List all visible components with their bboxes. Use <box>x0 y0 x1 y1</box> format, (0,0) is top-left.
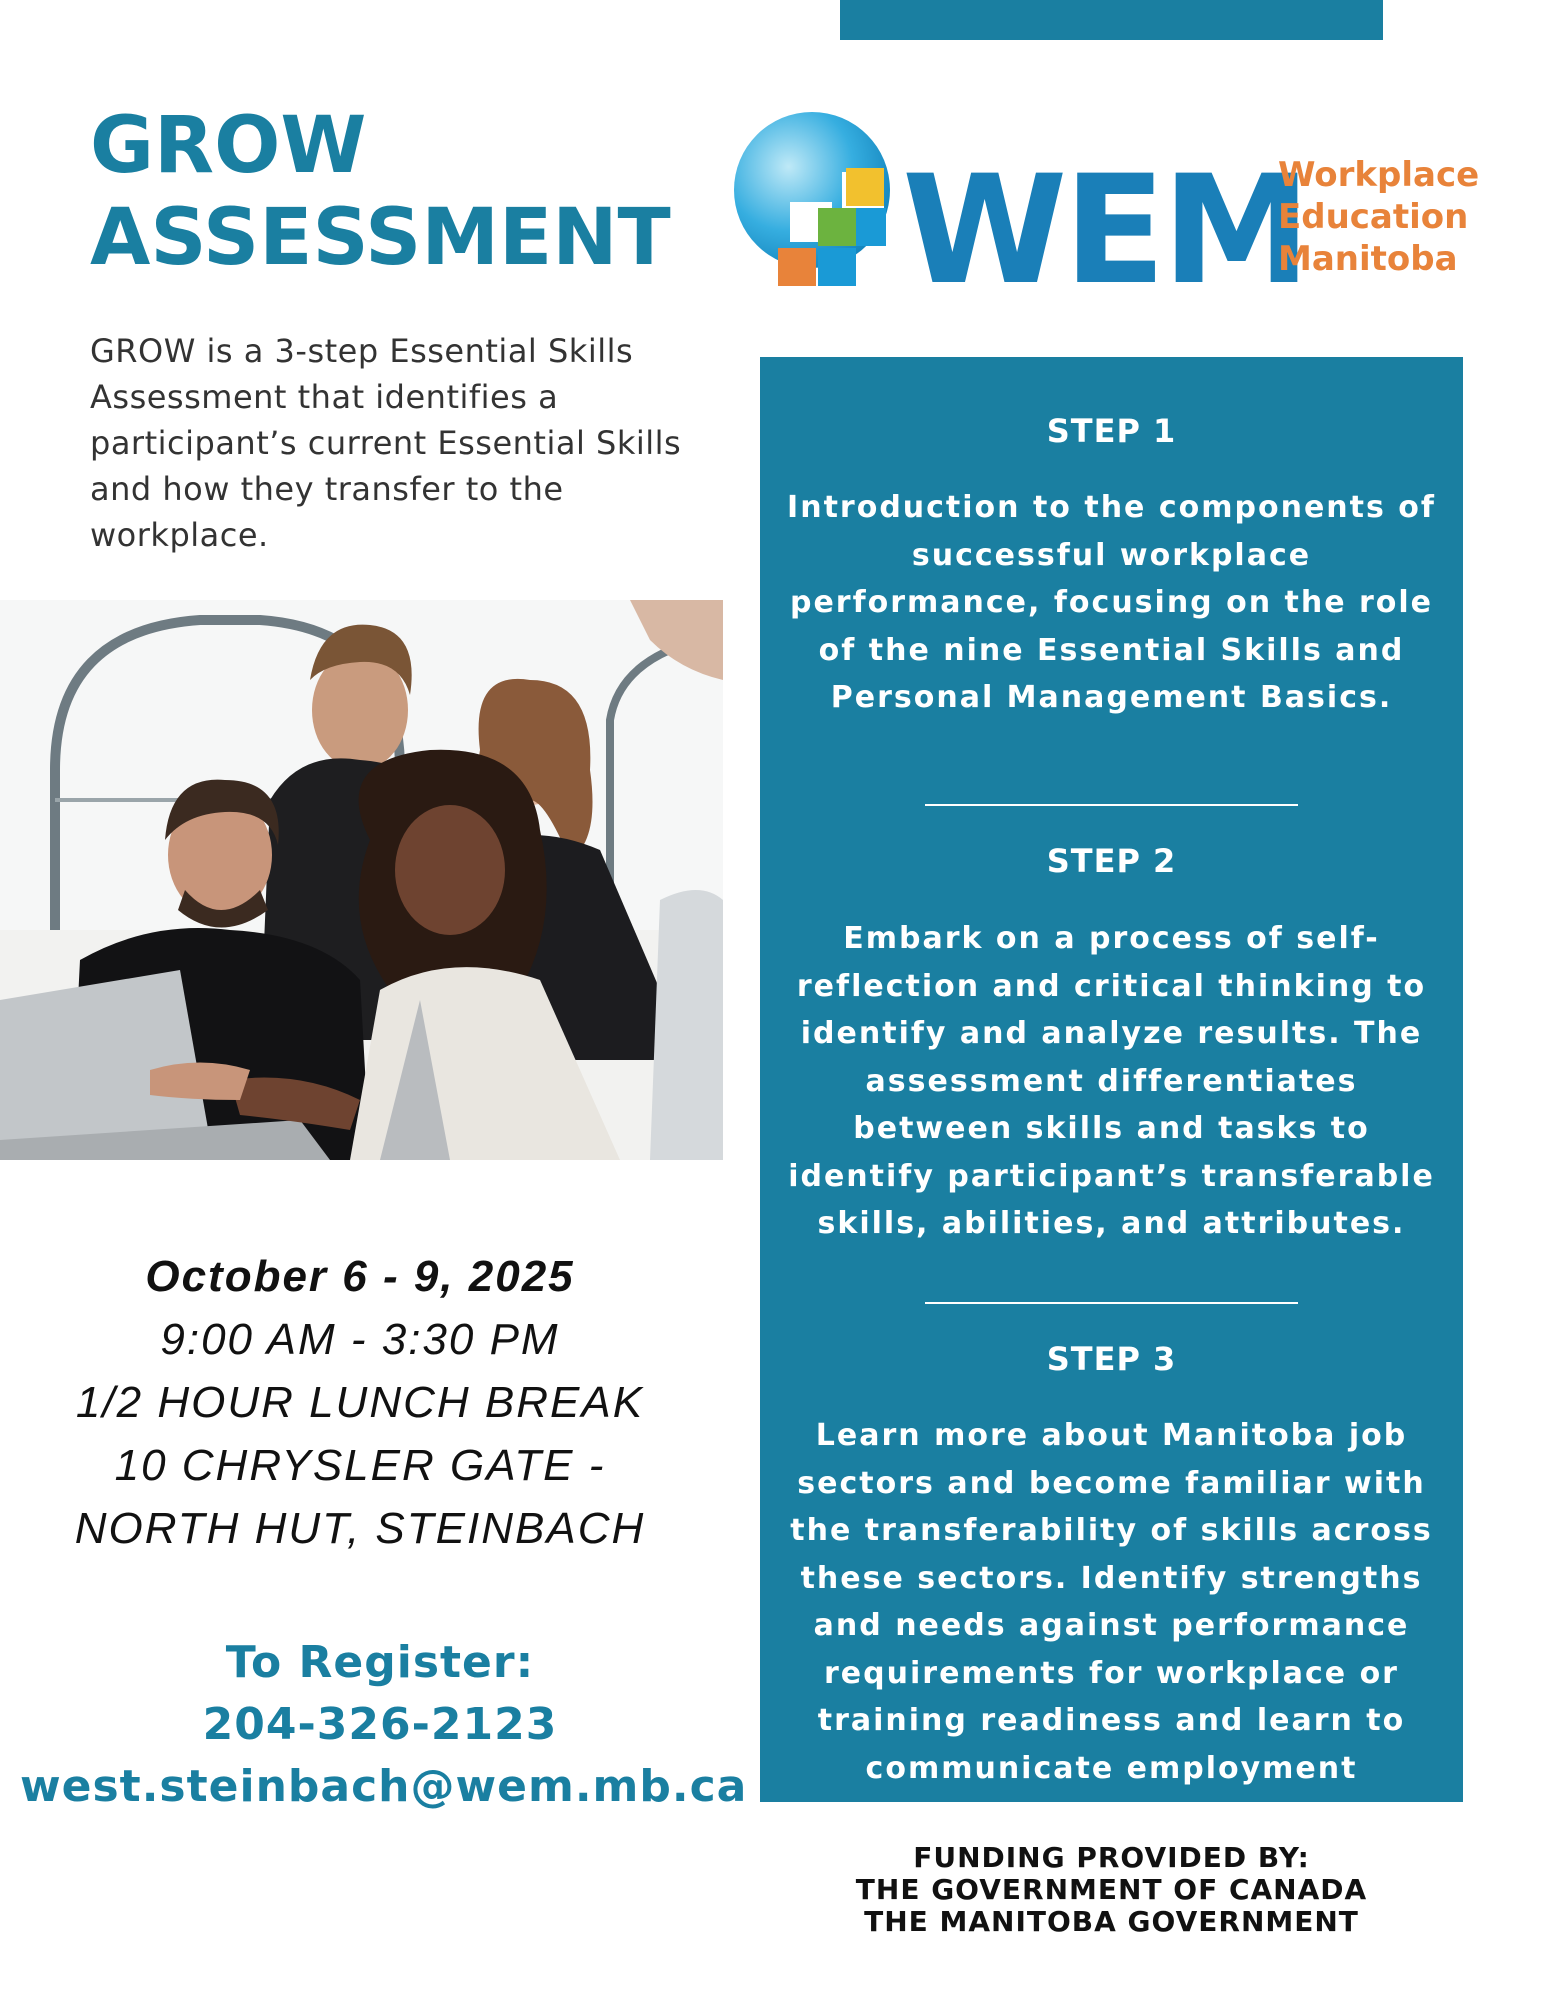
team-photo <box>0 600 723 1160</box>
step-1-title: STEP 1 <box>1046 412 1177 450</box>
logo-acronym: WEM <box>902 144 1308 295</box>
funding-credits <box>760 1842 1463 1938</box>
logo-orange-square <box>778 248 816 286</box>
step-1-text: Introduction to the components of successful workplace performance, focusing on the role of the nine Essential Skills and Personal Management Basics. <box>787 490 1436 715</box>
register-phone[interactable]: 204-326-2123 <box>202 1699 558 1750</box>
logo-blue-square-2 <box>818 248 856 286</box>
event-address-line-2: NORTH HUT, STEINBACH <box>74 1504 646 1553</box>
logo-blue-square <box>856 208 886 246</box>
step-2-title: STEP 2 <box>1046 842 1177 880</box>
step-3-title: STEP 3 <box>1046 1340 1177 1378</box>
intro-paragraph: GROW is a 3-step Essential Skills Assessment that identifies a participant’s current Essential Skills and how they transfer to the workplace. <box>90 332 682 554</box>
top-accent-bar <box>840 0 1383 40</box>
step-divider-1 <box>925 804 1298 806</box>
team-photo-illustration <box>0 600 723 1160</box>
event-lunch: 1/2 HOUR LUNCH BREAK <box>75 1378 645 1427</box>
funding-line-3: THE MANITOBA GOVERNMENT <box>864 1905 1359 1938</box>
page-title <box>90 100 710 284</box>
event-time: 9:00 AM - 3:30 PM <box>160 1315 560 1364</box>
logo-yellow-square <box>846 168 884 206</box>
logo-name-line-2: Education <box>1278 197 1469 237</box>
steps-panel <box>760 357 1463 1833</box>
register-email[interactable]: west.steinbach@wem.mb.ca <box>20 1761 748 1812</box>
logo-green-square <box>818 208 856 246</box>
register-label: To Register: <box>225 1637 535 1688</box>
title-line-1: GROW <box>90 101 367 191</box>
funding-line-2: THE GOVERNMENT OF CANADA <box>855 1873 1368 1906</box>
event-details <box>40 1245 680 1560</box>
event-address-line-1: 10 CHRYSLER GATE - <box>114 1441 606 1490</box>
wem-logo <box>730 110 1500 295</box>
step-divider-2 <box>925 1302 1298 1304</box>
logo-name-line-1: Workplace <box>1278 155 1480 195</box>
funding-line-1: FUNDING PROVIDED BY: <box>913 1841 1310 1874</box>
step-2-text: Embark on a process of self-reflection and critical thinking to identify and analyze results. The assessment differentiates between skills and tasks to identify participant’s transferable skills, abilities, and attributes. <box>788 921 1435 1241</box>
wem-logo-graphic <box>730 110 1500 295</box>
event-date: October 6 - 9, 2025 <box>145 1252 575 1301</box>
step-3-text: Learn more about Manitoba job sectors and become familiar with the transferability of skills across these sectors. Identify strengths and needs against performance requirements for workplace or training readiness and learn to communicate employment readiness. <box>790 1418 1433 1833</box>
registration-info <box>20 1632 748 1818</box>
logo-name-line-3: Manitoba <box>1278 239 1458 279</box>
title-line-2: ASSESSMENT <box>90 193 671 283</box>
